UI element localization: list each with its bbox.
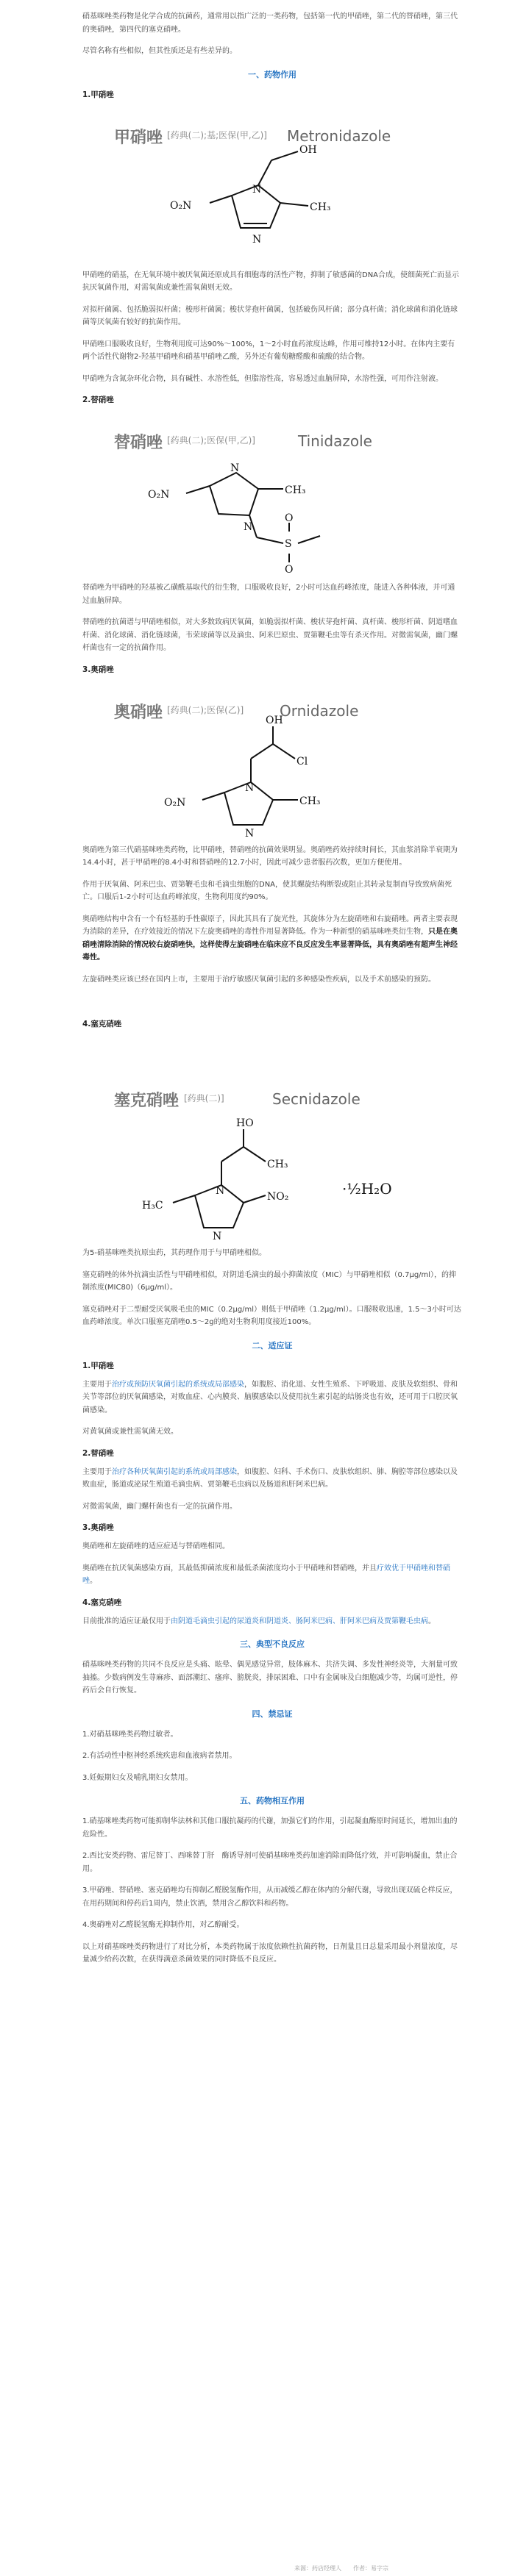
drug-heading: 1.甲硝唑: [82, 1361, 114, 1370]
svg-text:N: N: [252, 183, 262, 196]
body-paragraph: 塞克硝唑对于二型耐受厌氧吸毛虫的MIC（0.2μg/ml）则低于甲硝唑（1.2μg/ml）。口服吸收迅速，1.5～3小时可达血药峰浓度。单次口服塞克硝唑0.5～2g的绝对生物利用度接近100%。: [82, 1305, 461, 1326]
paragraph-text: 主要用于: [82, 1467, 112, 1476]
figure-cn-name: 甲硝唑: [114, 128, 163, 147]
svg-text:HO: HO: [236, 1117, 254, 1129]
body-paragraph: [82, 1378, 462, 1417]
body-paragraph: [82, 1615, 462, 1628]
body-paragraph: 奥硝唑和左旋硝唑的适应症适与替硝唑相同。: [82, 1542, 230, 1550]
svg-text:NO₂: NO₂: [267, 1191, 289, 1203]
emphasis-text: 只是在奥硝唑清除消除的情况较右旋硝唑快，这样使得左旋硝唑在临床应不良反应发生率显著降低，具有奥硝唑有超声生神经毒性。: [82, 928, 458, 962]
svg-text:CH₃: CH₃: [285, 484, 306, 496]
svg-text:O₂N: O₂N: [148, 489, 170, 501]
svg-text:N: N: [252, 233, 262, 246]
highlight-link[interactable]: 治疗或预防厌氧菌引起的系统或局部感染: [112, 1380, 244, 1389]
section-title: 五、药物相互作用: [240, 1796, 305, 1806]
section-title: 二、适应证: [252, 1340, 293, 1350]
svg-text:O₂N: O₂N: [164, 796, 186, 809]
paragraph-text: 奥硝唑在抗厌氧菌感染方面，其最低抑菌浓度和最低杀菌浓度均小于甲硝唑和替硝唑，并且: [82, 1564, 377, 1573]
paragraph-text: ，如腹腔、妇科、手术伤口、皮肤软组织、肺、胸腔等部位感染以及败血症，肠道或泌尿生殖道毛滴虫病、贾第鞭毛虫病以及肠道和肝阿米巴病。: [82, 1467, 458, 1489]
highlight-link[interactable]: 疗效优于甲硝唑和替硝唑: [82, 1564, 450, 1585]
list-item: 1.硝基咪唑类药物可能抑制华法林和其他口服抗凝药的代谢，加强它们的作用，引起凝血酶原时间延长，增加出血的危险性。: [82, 1817, 458, 1839]
svg-text:N: N: [213, 1231, 222, 1239]
figure-en-name: Metronidazole: [287, 126, 391, 145]
paragraph-text: 。: [90, 1577, 97, 1585]
section-title: 四、禁忌证: [252, 1709, 293, 1719]
intro-paragraph: 尽管名称有些相似，但其性质还是有些差异的。: [82, 47, 237, 55]
body-paragraph: [82, 1562, 462, 1588]
svg-text:OH: OH: [266, 714, 283, 726]
body-paragraph: 作用于厌氧菌、阿米巴虫、贾第鞭毛虫和毛滴虫细胞的DNA，使其螺旋结构断裂或阻止其转录复制而导致致病菌死亡。口服后1-2小时可达血药峰浓度，生物利用度约90%。: [82, 880, 452, 901]
drug-heading: 4.塞克硝唑: [82, 1598, 122, 1607]
paragraph-text: ，如腹腔、消化道、女性生殖系、下呼吸道、皮肤及软组织、骨和关节等部位的厌氧菌感染，对败血症、心内膜炎、脑膜感染以及使用抗生素引起的结肠炎也有效，还可用于口腔厌氧菌感染。: [82, 1380, 458, 1414]
body-paragraph: 塞克硝唑的体外抗滴虫活性与甲硝唑相似，对阴道毛滴虫的最小抑菌浓度（MIC）与甲硝唑相似（0.7μg/ml），的抑制浓度(MIC80)（6μg/ml）。: [82, 1270, 457, 1292]
body-paragraph: 替硝唑为甲硝唑的羟基被乙磺酰基取代的衍生物，口服吸收良好，2小时可达血药峰浓度，能进入各种体液，并可通过血脑屏障。: [82, 584, 455, 605]
figure-tag: [药典(二);基;医保(甲,乙)]: [167, 129, 267, 140]
body-paragraph: 为5-硝基咪唑类抗原虫药，其药理作用于与甲硝唑相似。: [82, 1249, 266, 1257]
figure-tag: [药典(二)]: [184, 1093, 224, 1103]
svg-text:O₂N: O₂N: [170, 199, 192, 212]
body-paragraph: 甲硝唑的硝基，在无氧环境中被厌氧菌还原成具有细胞毒的活性产物，抑制了敏感菌的DNA合成，使细菌死亡而显示抗厌氧菌作用，对需氧菌或兼性需氧菌则无效。: [82, 271, 460, 292]
paragraph-text: 。: [428, 1617, 436, 1625]
list-item: 1.对硝基咪唑类药物过敏者。: [82, 1730, 178, 1739]
body-paragraph: [82, 1466, 462, 1492]
figure-en-name: Secnidazole: [272, 1090, 360, 1108]
body-paragraph: 对微需氧菌，幽门螺杆菌也有一定的抗菌作用。: [82, 1502, 237, 1511]
svg-text:CH₃: CH₃: [310, 201, 331, 213]
body-paragraph: 左旋硝唑类应该已经在国内上市，主要用于治疗敏感厌氧菌引起的多种感染性疾病，以及手术前感染的预防。: [82, 975, 436, 984]
body-paragraph: 甲硝唑口服吸收良好，生物利用度可达90%～100%，1～2小时血药浓度达峰，作用可维持12小时。在体内主要有两个活性代谢物2-羟基甲硝唑和硝基甲硝唑乙酸，另外还有葡萄糖醛酸和硫酸的结合物。: [82, 340, 455, 361]
drug-heading: 3.奥硝唑: [82, 1523, 114, 1532]
list-item: 2.有活动性中枢神经系统疾患和血液病者禁用。: [82, 1752, 237, 1760]
body-paragraph: 奥硝唑为第三代硝基咪唑类药物，比甲硝唑，替硝唑的抗菌效果明显。奥硝唑药效持续时间长，其血浆消除半衰期为14.4小时，甚于甲硝唑的8.4小时和替硝唑的12.7小时，因此可减少患者服药次数，更加方便使用。: [82, 845, 458, 867]
paragraph-text: 目前批准的适应证最仅用于: [82, 1617, 171, 1625]
list-item: 4.奥硝唑对乙醛脱氢酶无抑制作用，对乙醇耐受。: [82, 1921, 244, 1929]
figure-cn-name: 奥硝唑: [114, 703, 163, 722]
drug-heading: 2.替硝唑: [82, 396, 114, 404]
highlight-link[interactable]: 由阴道毛滴虫引起的尿道炎和阴道炎、肠阿米巴病、肝阿米巴病及贾第鞭毛虫病: [171, 1617, 428, 1625]
svg-text:N: N: [244, 521, 253, 533]
svg-text:Cl: Cl: [296, 755, 308, 768]
section-title: 三、典型不良反应: [240, 1639, 305, 1649]
svg-text:CH₃: CH₃: [267, 1159, 288, 1170]
figure-hydrate: ·½H₂O: [342, 1180, 392, 1198]
svg-text:N: N: [230, 462, 240, 474]
structure-figure-secnidazole: [99, 1070, 445, 1239]
body-paragraph: 对拟杆菌属、包括脆弱拟杆菌；梭形杆菌属；梭状芽孢杆菌属，包括破伤风杆菌；部分真杆菌；消化球菌和消化链球菌等厌氧菌有较好的抗菌作用。: [82, 305, 458, 326]
svg-text:O: O: [285, 564, 294, 574]
figure-cn-name: 替硝唑: [114, 434, 163, 452]
intro-paragraph: 硝基咪唑类药物是化学合成的抗菌药，通常用以指广泛的一类药物，包括第一代的甲硝唑，第二代的替硝唑，第三代的奥硝唑，第四代的塞克硝唑。: [82, 12, 458, 34]
body-paragraph: 甲硝唑为含氮杂环化合物，具有碱性、水溶性低，但脂溶性高，容易透过血脑屏障，水溶性强，可用作注射液。: [82, 374, 443, 383]
paragraph-text: 奥硝唑结构中含有一个有轻基的手性碳原子，因此其具有了旋光性，其旋体分为左旋硝唑和右旋硝唑。两者主要表现为消除的差异，在疗效接近的情况下左旋奥硝唑的毒性作用显著降低。作为一种新型的硝基咪唑类衍生物，: [82, 915, 458, 936]
structure-figure-ornidazole: [99, 682, 445, 837]
svg-text:H₃C: H₃C: [142, 1200, 163, 1212]
body-paragraph: 硝基咪唑类药物的共同不良反应是头痛、眩晕、偶见感觉异常，肢体麻木、共济失调、多发性神经炎等，大剂量可致抽搐。少数病例发生荨麻疹、面部潮红、瘙痒、膀胱炎，排尿困难、口中有金属味及白细胞减少等，均属可逆性，停药后会自行恢复。: [82, 1661, 458, 1695]
figure-cn-name: 塞克硝唑: [114, 1092, 180, 1110]
list-item: 3.甲硝唑、替硝唑、塞克硝唑均有抑制乙醛脱氢酶作用，从而减缓乙醇在体内的分解代谢，导致出现双硫仑样反应，在用药期间和停药后1周内，禁止饮酒，禁用含乙醇饮料和药物。: [82, 1886, 458, 1908]
svg-text:O: O: [285, 512, 294, 524]
figure-en-name: Tinidazole: [298, 432, 372, 450]
drug-heading: 1.甲硝唑: [82, 90, 114, 99]
section-title: 一、药物作用: [248, 69, 296, 79]
svg-text:S: S: [285, 538, 292, 550]
highlight-link[interactable]: 治疗各种厌氧菌引起的系统或局部感染: [112, 1467, 237, 1476]
svg-text:OH: OH: [299, 143, 317, 156]
svg-text:CH₃: CH₃: [299, 795, 321, 807]
source-footer: 来源：药店经理人 作者：易字宗: [294, 2565, 388, 2572]
list-item: 2.西比安类药物、雷尼替丁、西咪替丁肝 酶诱导剂可使硝基咪唑类药加速消除而降低疗效，并可影响凝血，禁止合用。: [82, 1852, 458, 1873]
svg-text:N: N: [245, 781, 255, 794]
body-paragraph: [82, 913, 462, 965]
paragraph-text: 主要用于: [82, 1380, 112, 1389]
list-item: 3.妊娠期妇女及哺乳期妇女禁用。: [82, 1773, 193, 1782]
figure-tag: [药典(二);医保(乙)]: [167, 704, 244, 715]
body-paragraph: 替硝唑的抗菌谱与甲硝唑相似，对大多数致病厌氧菌，如脆弱拟杆菌、梭状芽孢杆菌、真杆菌、梭形杆菌、阴道嗜血杆菌、消化球菌、消化链球菌，韦荣球菌等以及滴虫、阿米巴原虫、贾第鞭毛虫等有杀灭作用。对微需氧菌，幽门螺杆菌也有一定的抗菌作用。: [82, 618, 458, 652]
structure-figure-metronidazole: [99, 107, 445, 262]
svg-text:N: N: [216, 1185, 225, 1197]
figure-en-name: Ornidazole: [280, 701, 359, 720]
svg-text:N: N: [245, 827, 255, 837]
drug-heading: 2.替硝唑: [82, 1448, 114, 1458]
drug-heading: 4.塞克硝唑: [82, 1020, 122, 1028]
structure-figure-tinidazole: [99, 412, 445, 574]
drug-heading: 3.奥硝唑: [82, 665, 114, 674]
body-paragraph: 以上对硝基咪唑类药物进行了对比分析，本类药物属于浓度依赖性抗菌药物，日剂量且日总量采用最小剂量浓度，尽量减少给药次数，在获得满意杀菌效果的同时降低不良反应。: [82, 1942, 458, 1964]
figure-tag: [药典(二);医保(甲,乙)]: [167, 435, 255, 446]
body-paragraph: 对黄氧菌或兼性需氧菌无效。: [82, 1428, 178, 1436]
